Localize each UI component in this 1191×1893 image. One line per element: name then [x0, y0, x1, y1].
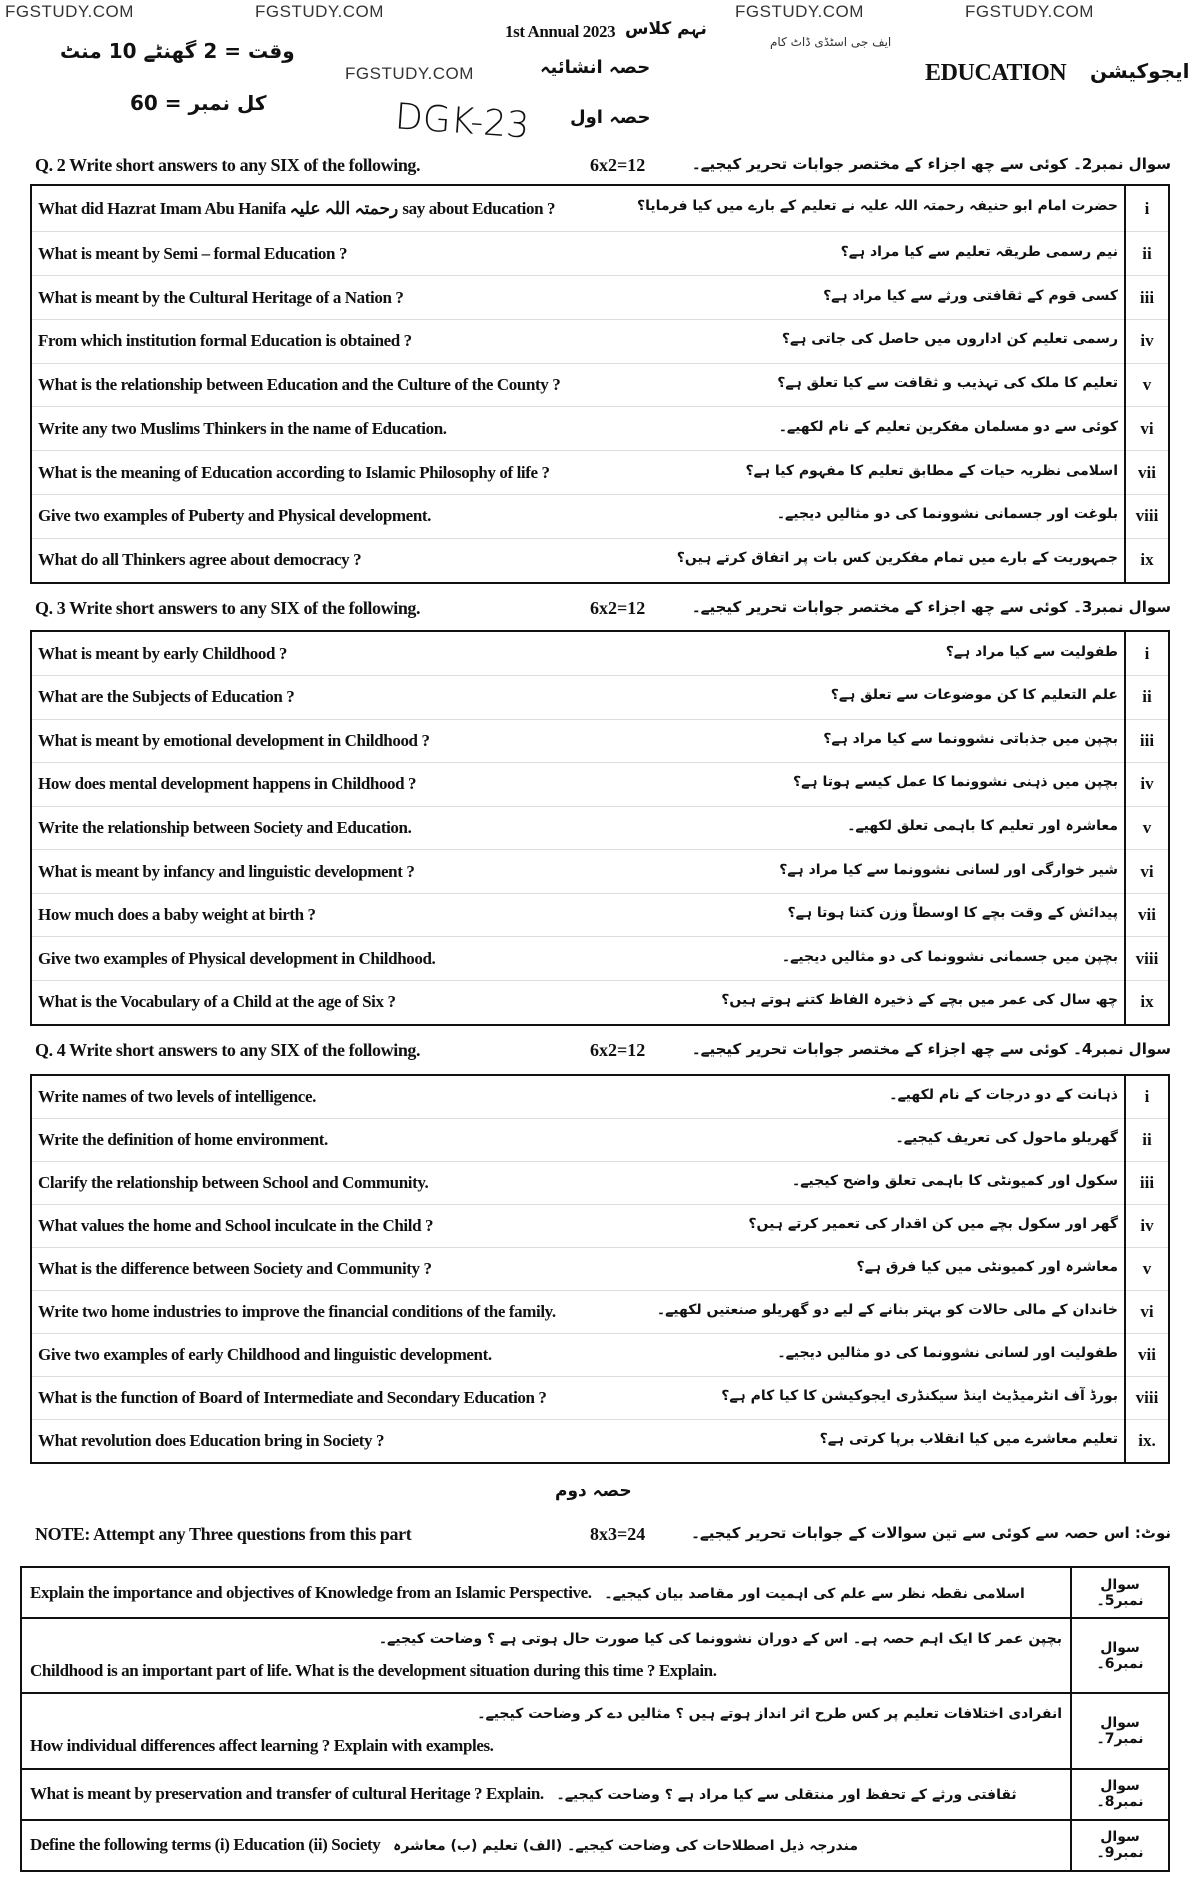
question-number: iv	[1125, 763, 1169, 807]
subject-title-urdu: ایجوکیشن	[1090, 59, 1190, 83]
long-question-row	[21, 1769, 1169, 1820]
question-row	[31, 1162, 1169, 1205]
question-urdu: طفولیت سے کیا مراد ہے؟	[945, 643, 1118, 660]
question-urdu: خاندان کے مالی حالات کو بہتر بنانے کے لیے دو گھریلو صنعتیں لکھیے۔	[656, 1301, 1118, 1318]
question-text	[31, 319, 1125, 363]
question-text	[31, 407, 1125, 451]
question-text	[21, 1567, 1071, 1618]
question-row	[31, 676, 1169, 720]
question-urdu: کوئی سے دو مسلمان مفکرین تعلیم کے نام لکھیے۔	[778, 418, 1118, 435]
question-english: What is meant by Semi – formal Education ?	[38, 243, 348, 263]
question-number: v	[1125, 1248, 1169, 1291]
question-urdu: شیر خوارگی اور لسانی نشوونما سے کیا مراد ہے؟	[779, 861, 1118, 878]
question-text	[31, 806, 1125, 850]
question-text	[31, 538, 1125, 583]
question-row	[31, 1333, 1169, 1376]
question-urdu: کسی قوم کے ثقافتی ورثے سے کیا مراد ہے؟	[823, 287, 1118, 304]
question-urdu: بچپن میں جسمانی نشوونما کی دو مثالیں دیجیے۔	[781, 948, 1118, 965]
question-english: Define the following terms (i) Education (ii) Society	[30, 1835, 381, 1855]
question-urdu: معاشرہ اور تعلیم کا باہمی تعلق لکھیے۔	[847, 817, 1118, 834]
question-urdu: بچپن میں ذہنی نشوونما کا عمل کیسے ہوتا ہے؟	[793, 774, 1118, 791]
question-row	[31, 232, 1169, 276]
question-text	[31, 850, 1125, 894]
long-question-row	[21, 1567, 1169, 1618]
question-text	[21, 1820, 1071, 1871]
question-row	[31, 1205, 1169, 1248]
question-row	[31, 763, 1169, 807]
part2-table	[20, 1566, 1170, 1872]
question-urdu: بچپن عمر کا ایک اہم حصہ ہے۔ اس کے دوران نشوونما کی کیا صورت حال ہوتی ہے ؟ وضاحت کیجیے۔	[378, 1630, 1062, 1647]
class-label: نہم کلاس	[625, 19, 707, 39]
question-number: سوال نمبر7۔	[1071, 1693, 1169, 1768]
question-urdu: تعلیم کا ملک کی تہذیب و ثقافت سے کیا تعلق ہے؟	[777, 375, 1118, 391]
question-urdu: حضرت امام ابو حنیفہ رحمتہ اللہ علیہ نے تعلیم کے بارے میں کیا فرمایا؟	[637, 198, 1118, 215]
question-text	[31, 363, 1125, 407]
question-number: ix.	[1125, 1419, 1169, 1463]
watermark: FGSTUDY.COM	[255, 2, 384, 21]
q4-title-urdu: سوال نمبر4۔ کوئی سے چھ اجزاء کے مختصر جوابات تحریر کیجیے۔	[691, 1040, 1171, 1058]
question-text	[31, 676, 1125, 720]
question-row	[31, 1376, 1169, 1419]
question-english: What is the function of Board of Intermediate and Secondary Education ?	[38, 1387, 547, 1407]
question-text	[31, 451, 1125, 495]
question-number: i	[1125, 1075, 1169, 1119]
question-number: v	[1125, 363, 1169, 407]
question-row	[31, 980, 1169, 1025]
question-english: Give two examples of Physical development in Childhood.	[38, 948, 436, 968]
question-number: iii	[1125, 276, 1169, 320]
q2-table	[30, 184, 1170, 584]
question-english: Write the relationship between Society and Education.	[38, 817, 412, 837]
question-row	[31, 276, 1169, 320]
question-urdu: مندرجہ ذیل اصطلاحات کی وضاحت کیجیے۔ (الف) تعلیم (ب) معاشرہ	[393, 1838, 859, 1855]
part2-marks: 8x3=24	[590, 1524, 646, 1544]
question-row	[31, 850, 1169, 894]
question-number: iii	[1125, 1162, 1169, 1205]
question-row	[31, 937, 1169, 981]
question-text	[31, 719, 1125, 763]
time-allowed: وقت = 2 گھنٹے 10 منٹ	[60, 39, 295, 63]
question-urdu: نیم رسمی طریقہ تعلیم سے کیا مراد ہے؟	[840, 243, 1118, 260]
q2-title-urdu: سوال نمبر2۔ کوئی سے چھ اجزاء کے مختصر جوابات تحریر کیجیے۔	[691, 155, 1171, 173]
q2-marks: 6x2=12	[590, 155, 646, 175]
question-urdu: بورڈ آف انٹرمیڈیٹ اینڈ سیکنڈری ایجوکیشن کا کیا کام ہے؟	[721, 1387, 1118, 1404]
question-number: iii	[1125, 719, 1169, 763]
question-number: ix	[1125, 980, 1169, 1025]
q3-title-urdu: سوال نمبر3۔ کوئی سے چھ اجزاء کے مختصر جوابات تحریر کیجیے۔	[691, 598, 1171, 616]
question-row	[31, 185, 1169, 232]
watermark: FGSTUDY.COM	[735, 2, 864, 21]
question-urdu: گھریلو ماحول کی تعریف کیجیے۔	[895, 1130, 1118, 1147]
question-english: Give two examples of early Childhood and linguistic development.	[38, 1344, 492, 1364]
question-urdu: رسمی تعلیم کن اداروں میں حاصل کی جاتی ہے؟	[781, 331, 1118, 348]
question-english: What is the difference between Society and Community ?	[38, 1258, 432, 1278]
long-question-row	[21, 1820, 1169, 1871]
question-number: vii	[1125, 451, 1169, 495]
question-text	[31, 276, 1125, 320]
question-text	[31, 232, 1125, 276]
subject-title: EDUCATION	[925, 60, 1067, 86]
total-marks: کل نمبر = 60	[130, 91, 267, 115]
question-row	[31, 363, 1169, 407]
question-urdu: ذہانت کے دو درجات کے نام لکھیے۔	[889, 1087, 1118, 1104]
question-urdu: سکول اور کمیونٹی کا باہمی تعلق واضح کیجیے۔	[791, 1173, 1118, 1190]
question-number: ii	[1125, 676, 1169, 720]
q3-table	[30, 630, 1170, 1026]
question-english: What is the Vocabulary of a Child at the age of Six ?	[38, 992, 396, 1012]
question-text	[21, 1769, 1071, 1820]
question-row	[31, 494, 1169, 538]
question-english: What is meant by emotional development in Childhood ?	[38, 730, 430, 750]
question-row	[31, 319, 1169, 363]
question-text	[31, 763, 1125, 807]
question-urdu: پیدائش کے وقت بچے کا اوسطاً وزن کتنا ہوتا ہے؟	[787, 905, 1118, 922]
question-text	[31, 631, 1125, 676]
question-english: How much does a baby weight at birth ?	[38, 905, 316, 925]
question-english: Give two examples of Puberty and Physical development.	[38, 506, 431, 526]
long-question-row	[21, 1618, 1169, 1693]
question-number: vi	[1125, 1290, 1169, 1333]
question-english: Write any two Muslims Thinkers in the name of Education.	[38, 418, 447, 438]
question-text	[31, 1075, 1125, 1119]
q4-header	[35, 1040, 1171, 1066]
question-row	[31, 1290, 1169, 1333]
question-text	[31, 980, 1125, 1025]
question-number: vii	[1125, 893, 1169, 937]
part2-note: NOTE: Attempt any Three questions from this part	[35, 1524, 412, 1544]
part-two-title: حصہ دوم	[555, 1481, 632, 1501]
q3-header	[35, 598, 1171, 624]
question-urdu: طفولیت اور لسانی نشوونما کی دو مثالیں دیجیے۔	[777, 1344, 1118, 1361]
part2-note-urdu: نوٹ: اس حصہ سے کوئی سے تین سوالات کے جوابات تحریر کیجیے۔	[691, 1524, 1171, 1542]
question-row	[31, 538, 1169, 583]
q2-header	[35, 155, 1171, 181]
question-number: i	[1125, 185, 1169, 232]
watermark: ایف جی اسٹڈی ڈاٹ کام	[770, 35, 892, 49]
question-number: سوال نمبر6۔	[1071, 1618, 1169, 1693]
question-row	[31, 451, 1169, 495]
question-english: Write the definition of home environment.	[38, 1130, 328, 1150]
question-text	[31, 893, 1125, 937]
handwritten-code: DGK-23	[393, 96, 531, 147]
question-text	[31, 1205, 1125, 1248]
question-english: What values the home and School inculcate in the Child ?	[38, 1216, 434, 1236]
question-text	[31, 1290, 1125, 1333]
question-number: vi	[1125, 407, 1169, 451]
question-urdu: اسلامی نقطہ نظر سے علم کی اہمیت اور مقاصد بیان کیجیے۔	[604, 1585, 1025, 1602]
question-text	[21, 1693, 1071, 1768]
question-number: سوال نمبر5۔	[1071, 1567, 1169, 1618]
question-english: Childhood is an important part of life. What is the development situation during this time ? Explain.	[30, 1660, 717, 1680]
question-row	[31, 1075, 1169, 1119]
question-text	[31, 494, 1125, 538]
question-text	[31, 1162, 1125, 1205]
question-english: What is meant by infancy and linguistic development ?	[38, 861, 415, 881]
question-urdu: انفرادی اختلافات تعلیم پر کس طرح اثر انداز ہوتے ہیں ؟ مثالیں دے کر وضاحت کیجیے۔	[477, 1706, 1062, 1723]
question-english: What revolution does Education bring in Society ?	[38, 1430, 385, 1450]
question-row	[31, 1119, 1169, 1162]
q4-title: Q. 4 Write short answers to any SIX of the following.	[35, 1040, 421, 1060]
question-urdu: گھر اور سکول بچے میں کن اقدار کی تعمیر کرتے ہیں؟	[748, 1216, 1118, 1233]
question-number: سوال نمبر8۔	[1071, 1769, 1169, 1820]
long-question-row	[21, 1693, 1169, 1768]
question-number: vii	[1125, 1333, 1169, 1376]
q4-table	[30, 1074, 1170, 1464]
question-english: From which institution formal Education is obtained ?	[38, 331, 412, 351]
question-english: What is meant by the Cultural Heritage of a Nation ?	[38, 287, 404, 307]
question-english: What is the meaning of Education according to Islamic Philosophy of life ?	[38, 462, 550, 482]
question-number: viii	[1125, 937, 1169, 981]
q3-marks: 6x2=12	[590, 598, 646, 618]
question-urdu: بلوغت اور جسمانی نشوونما کی دو مثالیں دیجیے۔	[776, 506, 1118, 523]
question-urdu: علم التعلیم کا کن موضوعات سے تعلق ہے؟	[830, 687, 1118, 704]
question-urdu: معاشرہ اور کمیونٹی میں کیا فرق ہے؟	[856, 1258, 1118, 1275]
question-english: What is the relationship between Education and the Culture of the County ?	[38, 375, 561, 394]
question-text	[31, 1248, 1125, 1291]
question-row	[31, 893, 1169, 937]
question-urdu: بچپن میں جذباتی نشوونما سے کیا مراد ہے؟	[823, 730, 1118, 747]
question-english: Clarify the relationship between School and Community.	[38, 1173, 429, 1193]
question-row	[31, 631, 1169, 676]
exam-session: 1st Annual 2023	[505, 22, 616, 41]
watermark: FGSTUDY.COM	[5, 2, 134, 21]
question-number: viii	[1125, 494, 1169, 538]
question-number: v	[1125, 806, 1169, 850]
question-english: What are the Subjects of Education ?	[38, 687, 295, 707]
question-row	[31, 1248, 1169, 1291]
question-urdu: چھ سال کی عمر میں بچے کے ذخیرہ الفاظ کتنے ہوتے ہیں؟	[721, 992, 1118, 1009]
question-urdu: اسلامی نظریہ حیات کے مطابق تعلیم کا مفہوم کیا ہے؟	[745, 462, 1118, 479]
question-english: How does mental development happens in Childhood ?	[38, 774, 417, 794]
question-text	[31, 1376, 1125, 1419]
question-text	[31, 185, 1125, 232]
question-number: ii	[1125, 1119, 1169, 1162]
question-text	[31, 1333, 1125, 1376]
q3-title: Q. 3 Write short answers to any SIX of the following.	[35, 598, 421, 618]
question-number: iv	[1125, 1205, 1169, 1248]
question-number: vi	[1125, 850, 1169, 894]
part2-header	[35, 1524, 1171, 1550]
watermark: FGSTUDY.COM	[965, 2, 1094, 21]
question-english: Write names of two levels of intelligence.	[38, 1087, 316, 1107]
question-urdu: جمہوریت کے بارے میں تمام مفکرین کس بات پر اتفاق کرتے ہیں؟	[676, 550, 1118, 567]
question-english: What do all Thinkers agree about democracy ?	[38, 550, 362, 570]
question-text	[31, 1419, 1125, 1463]
question-row	[31, 1419, 1169, 1463]
question-text	[31, 937, 1125, 981]
question-number: i	[1125, 631, 1169, 676]
watermark: FGSTUDY.COM	[345, 64, 474, 83]
question-english: How individual differences affect learning ? Explain with examples.	[30, 1736, 494, 1756]
section-title: حصہ انشائیہ	[540, 57, 651, 78]
question-urdu: ثقافتی ورثے کے تحفظ اور منتقلی سے کیا مراد ہے ؟ وضاحت کیجیے۔	[556, 1787, 1017, 1804]
question-number: viii	[1125, 1376, 1169, 1419]
question-english: Explain the importance and objectives of Knowledge from an Islamic Perspective.	[30, 1582, 592, 1602]
question-english: What is meant by preservation and transfer of cultural Heritage ? Explain.	[30, 1784, 544, 1804]
question-text	[21, 1618, 1071, 1693]
question-number: سوال نمبر9۔	[1071, 1820, 1169, 1871]
question-row	[31, 806, 1169, 850]
q2-title: Q. 2 Write short answers to any SIX of the following.	[35, 155, 421, 175]
question-number: ii	[1125, 232, 1169, 276]
question-english: What did Hazrat Imam Abu Hanifa رحمتہ اللہ علیہ say about Education ?	[38, 199, 556, 219]
q4-marks: 6x2=12	[590, 1040, 646, 1060]
question-row	[31, 719, 1169, 763]
question-text	[31, 1119, 1125, 1162]
question-number: ix	[1125, 538, 1169, 583]
question-row	[31, 407, 1169, 451]
question-english: What is meant by early Childhood ?	[38, 643, 287, 663]
question-english: Write two home industries to improve the financial conditions of the family.	[38, 1301, 556, 1321]
part-one-title: حصہ اول	[570, 107, 651, 128]
question-urdu: تعلیم معاشرے میں کیا انقلاب برپا کرتی ہے؟	[819, 1430, 1118, 1447]
question-number: iv	[1125, 319, 1169, 363]
